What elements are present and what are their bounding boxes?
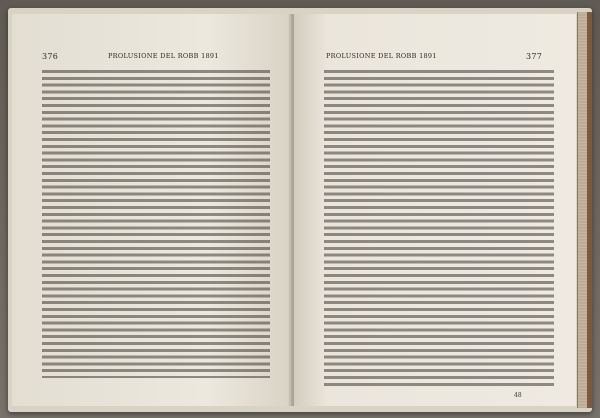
right-body-text <box>324 70 554 388</box>
left-page-number: 376 <box>42 52 59 61</box>
right-page-number: 377 <box>526 52 543 61</box>
left-page <box>12 14 292 406</box>
left-body-text <box>42 70 270 378</box>
signature-mark: 48 <box>514 392 522 399</box>
right-running-head: PROLUSIONE DEL ROBB 1891 <box>326 52 437 60</box>
right-page <box>294 14 576 406</box>
page-edges <box>577 12 592 408</box>
left-running-head: PROLUSIONE DEL ROBB 1891 <box>108 52 219 60</box>
open-book <box>8 8 592 412</box>
